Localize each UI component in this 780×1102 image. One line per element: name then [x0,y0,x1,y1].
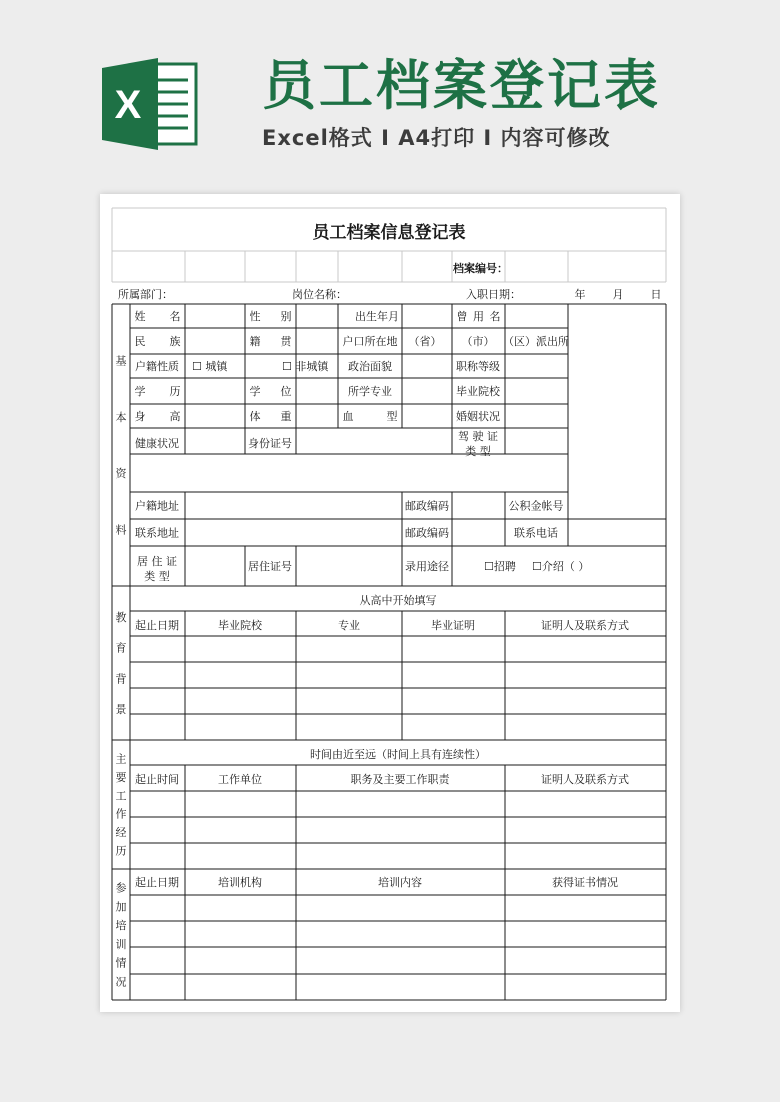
name-label: 名 [169,310,181,323]
section-label-education: 教 [115,610,127,624]
ethnicity-label: 民 [134,335,146,348]
marriage-label: 婚姻状况 [456,410,500,423]
height-label: 高 [169,410,181,423]
gender-label: 性 [249,310,261,323]
weight-label: 体 [249,410,261,423]
referral-checkbox: ☐介绍（ ） [532,560,590,573]
entry-date-label: 入职日期： [466,288,521,301]
work-header: 职务及主要工作职责 [350,773,450,786]
postcode-label: 邮政编码 [405,499,449,513]
section-label-work: 要 [115,770,127,784]
residence-type-label: 居 住 证 [137,555,177,568]
work-header: 起止时间 [135,773,179,786]
training-header: 获得证书情况 [552,876,618,889]
height-label: 身 [134,410,146,423]
ethnicity-label: 族 [169,335,181,348]
city-label: （市） [461,335,495,348]
section-label-training: 情 [115,956,127,970]
gender-label: 别 [280,310,292,323]
native-place-label: 贯 [280,335,292,348]
id-number-label: 身份证号 [248,437,292,450]
recruit-checkbox: ☐招聘 [484,560,516,573]
section-label-basic: 本 [115,410,127,424]
school-label: 毕业院校 [456,385,500,398]
position-label: 岗位名称： [292,288,347,301]
section-label-training: 加 [115,900,127,914]
section-label-education: 育 [115,641,127,655]
section-label-work: 主 [115,752,127,766]
section-label-basic: 基 [115,354,127,368]
dept-label: 所属部门： [118,288,173,301]
work-header: 工作单位 [218,773,262,786]
contact-address-label: 联系地址 [135,526,179,540]
province-label: （省） [408,335,442,348]
blood-type-label: 血 [342,410,354,423]
politics-label: 政治面貌 [348,360,392,373]
former-name-label: 用 [473,310,484,323]
education-header: 起止日期 [135,619,179,632]
section-label-work: 作 [115,807,127,821]
section-label-work: 经 [115,826,127,840]
degree-label: 位 [280,385,292,398]
birth-label: 出生年月 [355,310,399,323]
form-labels [116,222,662,988]
training-header: 培训内容 [378,876,422,889]
name-label: 姓 [134,310,146,323]
training-header: 起止日期 [135,876,179,889]
banner [0,0,780,190]
non-urban-checkbox: ☐ 非城镇 [282,360,329,373]
major-label: 所学专业 [348,385,392,398]
year-label: 年 [574,288,586,301]
hukou-type-label: 户籍性质 [135,360,179,373]
native-place-label: 籍 [249,335,261,348]
former-name-label: 名 [489,310,501,323]
education-header: 证明人及联系方式 [541,619,629,632]
blood-type-label: 型 [386,410,398,423]
education-label: 历 [169,385,181,398]
former-name-label: 曾 [456,310,468,323]
postcode-label: 邮政编码 [405,526,449,540]
license-type-label: 类 型 [465,445,491,458]
section-label-education: 景 [115,703,127,717]
excel-icon [100,56,200,152]
section-label-work: 历 [115,844,127,858]
hire-channel-label: 录用途径 [405,560,449,573]
section-label-training: 培 [115,919,127,933]
form-sheet [100,194,680,1012]
education-header: 毕业院校 [218,619,262,632]
license-type-label: 驾 驶 证 [458,430,498,443]
section-label-training: 参 [115,881,127,895]
health-label: 健康状况 [135,437,179,450]
section-label-basic: 资 [115,467,127,481]
section-label-training: 训 [115,937,127,951]
form-title: 员工档案信息登记表 [312,223,466,243]
phone-label: 联系电话 [514,526,558,540]
hukou-location-label: 户口所在地 [342,335,398,348]
title-level-label: 职称等级 [456,360,500,373]
work-header: 证明人及联系方式 [541,773,629,786]
section-label-basic: 料 [115,523,127,537]
section-label-work: 工 [115,789,127,803]
training-header: 培训机构 [218,876,262,889]
day-label: 日 [650,288,662,301]
hukou-address-label: 户籍地址 [135,499,179,513]
archive-number-label: 档案编号： [453,262,508,275]
education-note: 从高中开始填写 [359,594,437,607]
section-label-education: 背 [115,672,127,686]
registration-form [100,194,680,1012]
work-note: 时间由近至远（时间上具有连续性） [310,748,486,761]
urban-checkbox: ☐ 城镇 [192,360,228,373]
page-title: 员工档案登记表 [262,54,661,117]
residence-number-label: 居住证号 [248,560,292,573]
weight-label: 重 [280,410,292,423]
education-label: 学 [134,385,146,398]
residence-type-label: 类 型 [144,570,170,583]
degree-label: 学 [249,385,261,398]
education-header: 毕业证明 [431,619,475,632]
logo-letter: X [114,83,142,127]
section-label-training: 况 [115,975,127,989]
month-label: 月 [612,288,624,301]
district-police-label: （区）派出所 [503,335,569,348]
page-subtitle: Excel格式 I A4打印 I 内容可修改 [262,126,611,150]
education-header: 专业 [338,619,360,632]
fund-account-label: 公积金帐号 [508,499,564,513]
